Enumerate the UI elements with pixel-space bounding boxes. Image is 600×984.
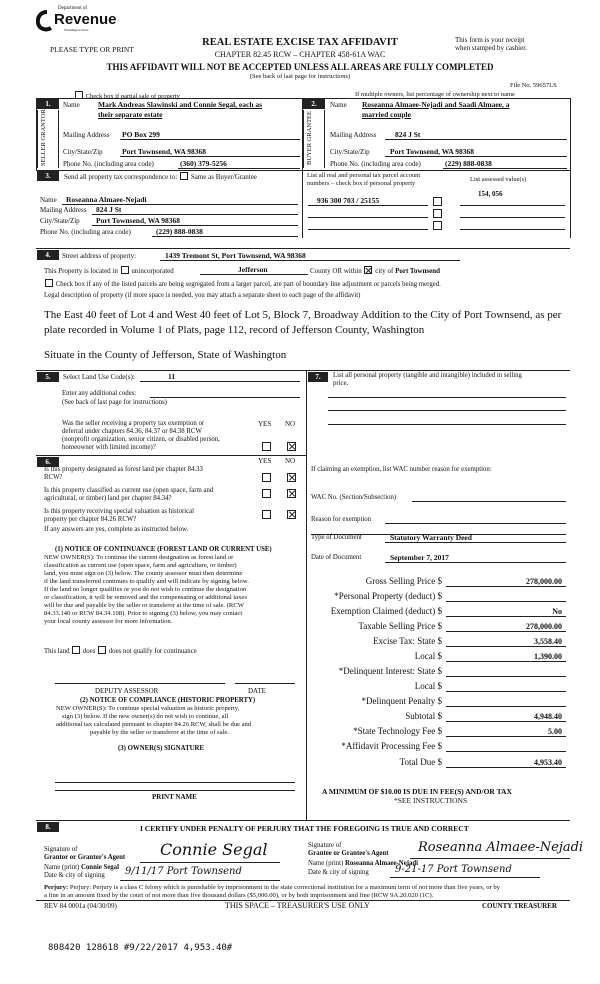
exemption-q-3: (nonprofit organization, senior citizen, or disabled person, xyxy=(62,436,220,443)
grantee-date-city: 9-21-17 Port Townsend xyxy=(395,864,512,875)
segregated-row xyxy=(44,279,441,288)
land-does-label: does xyxy=(82,648,96,655)
multiple-owners-note: If multiple owners, list percentage of ownership next to name xyxy=(355,91,515,98)
buyer-name-label: Name xyxy=(330,101,347,109)
exemption-q-2: deferral under chapters 84.36, 84.37 or 84.38 RCW xyxy=(62,428,202,435)
section-2-number: 2. xyxy=(303,99,325,109)
legal-desc-line-2: plate recorded in Volume 1 of Plats, page 112, record of Jefferson County, Washington xyxy=(44,324,425,336)
deputy-assessor-label: DEPUTY ASSESSOR xyxy=(95,687,159,695)
section-3-number: 3. xyxy=(37,171,59,181)
buyer-grantee-label: BUYER GRANTEE xyxy=(306,111,313,165)
corr-city: Port Townsend, WA 98368 xyxy=(96,216,181,225)
exemption-yes-checkbox[interactable] xyxy=(262,442,271,451)
land-use-label: Select Land Use Code(s): xyxy=(63,373,135,381)
assessed-value-1: 154, 056 xyxy=(478,190,503,198)
located-in-label: This Property is located in xyxy=(44,267,118,275)
street-label: Street address of property: xyxy=(62,252,137,260)
please-type-note: PLEASE TYPE OR PRINT xyxy=(50,45,134,54)
minimum-fee-note: A MINIMUM OF $10.00 IS DUE IN FEE(S) AND/OR TAX xyxy=(322,787,512,796)
historic-q-2: property per chapter 84.26 RCW? xyxy=(44,516,137,523)
perjury-text-1: Perjury: Perjury is a class C felony which is punishable by imprisonment in the state correctional institution for a maximum term of not more than five years, or by xyxy=(69,884,500,891)
sec5-no-header: NO xyxy=(285,420,296,428)
notice-1-title: (1) NOTICE OF CONTINUANCE (FOREST LAND OR CURRENT USE) xyxy=(55,546,272,553)
calc-value: 1,390.00 xyxy=(534,652,562,661)
section-7-number: 7. xyxy=(308,372,328,382)
revenue-logo xyxy=(36,6,117,34)
correspondence-row xyxy=(64,172,257,181)
see-instructions-note: *SEE INSTRUCTIONS xyxy=(394,796,468,805)
form-subtitle: CHAPTER 82.45 RCW – CHAPTER 458-61A WAC xyxy=(214,50,386,59)
seller-name-label: Name xyxy=(63,101,80,109)
sec5-yes-header: YES xyxy=(258,420,272,428)
unincorporated-checkbox[interactable] xyxy=(121,266,129,274)
corr-address-label: Mailing Address xyxy=(40,206,87,214)
county-treasurer-label: COUNTY TREASURER xyxy=(482,902,557,910)
forest-no-checkbox[interactable] xyxy=(287,473,296,482)
city-of-label: city of xyxy=(375,267,394,275)
calc-label: *Affidavit Processing Fee $ xyxy=(341,741,442,751)
print-name-label: PRINT NAME xyxy=(152,793,197,801)
parcel-label-2: numbers – check box if personal property xyxy=(307,180,416,187)
this-land-label: This land xyxy=(44,648,70,655)
historic-no-checkbox[interactable] xyxy=(287,510,296,519)
grantor-date-city: 9/11/17 Port Townsend xyxy=(125,866,242,877)
county-or-label: County OR within xyxy=(310,267,362,275)
buyer-phone: (229) 888-0838 xyxy=(445,159,492,168)
grantor-print-name: Connie Segal xyxy=(81,864,119,871)
calc-underline xyxy=(446,616,566,617)
grantor-name-label xyxy=(44,864,119,871)
notice-2-line-2: sign (3) below. If the new owner(s) do not wish to continue, all xyxy=(62,713,229,720)
grantor-name-print-label: Name (print) xyxy=(44,864,80,871)
assessed-value-label: List assessed value(s) xyxy=(470,176,527,183)
calc-label: Total Due $ xyxy=(399,757,442,767)
calc-underline xyxy=(446,736,566,737)
buyer-phone-label: Phone No. (including area code) xyxy=(330,160,421,168)
seller-phone: (360) 379-5256 xyxy=(180,159,227,168)
corr-name: Roseanna Almaee-Nejadi xyxy=(66,195,147,204)
exemption-no-checkbox[interactable] xyxy=(287,442,296,451)
calc-label: *Personal Property (deduct) $ xyxy=(334,591,442,601)
calc-value: No xyxy=(552,607,562,616)
forest-q-2: RCW? xyxy=(44,474,63,481)
calc-label: Excise Tax: State $ xyxy=(373,636,442,646)
grantee-sig-label-1: Signature of xyxy=(308,842,342,849)
seller-city: Port Townsend, WA 98368 xyxy=(122,147,207,156)
perjury-line-1: Perjury: Perjury: Perjury is a class C felony which is punishable by imprisonment in the state correctional institution for a maximum term of not more than five years, or by xyxy=(44,884,500,891)
correspondence-label: Send all property tax correspondence to: xyxy=(64,173,178,181)
street-address: 1439 Tremont St, Port Townsend, WA 98368 xyxy=(165,251,306,260)
notice-2-line-1: NEW OWNER(S): To continue special valuation as historic property, xyxy=(56,705,240,712)
treasurer-space-label: THIS SPACE – TREASURER'S USE ONLY xyxy=(225,901,370,910)
calc-label: Taxable Selling Price $ xyxy=(358,621,442,631)
section-1-number: 1. xyxy=(37,99,59,109)
owner-signature-label: (3) OWNER(S) SIGNATURE xyxy=(118,745,204,752)
doc-type-value: Statutory Warranty Deed xyxy=(390,533,472,542)
answers-note: If any answers are yes, complete as instructed below. xyxy=(44,526,189,533)
notice-2-title: (2) NOTICE OF COMPLIANCE (HISTORIC PROPERTY) xyxy=(80,697,256,704)
buyer-name: Roseanna Almaee-Nejadi and Saadi Almaee, a xyxy=(362,100,510,109)
parcel-3-personal-checkbox[interactable] xyxy=(433,221,442,230)
seller-address-label: Mailing Address xyxy=(63,131,110,139)
notice-1-line-2: classification as current use (open space, farm and agriculture, or timber) xyxy=(44,562,237,569)
seller-phone-label: Phone No. (including area code) xyxy=(63,160,154,168)
doc-date-value: September 7, 2017 xyxy=(390,553,449,562)
grantor-signature: Connie Segal xyxy=(160,840,268,859)
sec6-no-header: NO xyxy=(285,457,296,465)
current-use-q-2: agricultural, or timber) land per chapter 84.34? xyxy=(44,495,172,502)
logo-sub-text: Washington State xyxy=(64,28,89,32)
warning-text: THIS AFFIDAVIT WILL NOT BE ACCEPTED UNLESS ALL AREAS ARE FULLY COMPLETED xyxy=(106,62,494,72)
notice-1-line-4: if the land transferred continues to qualify and will indicate by signing below. xyxy=(44,578,249,585)
buyer-address-label: Mailing Address xyxy=(330,131,377,139)
additional-codes-note: (See back of last page for instructions) xyxy=(62,399,167,406)
logo-word: Revenue xyxy=(54,11,117,28)
forest-q-1: Is this property designated as forest land per chapter 84.33 xyxy=(44,466,203,473)
calc-label: *Delinquent Penalty $ xyxy=(361,696,442,706)
buyer-city: Port Townsend, WA 98368 xyxy=(390,147,475,156)
certify-statement: I CERTIFY UNDER PENALTY OF PERJURY THAT THE FOREGOING IS TRUE AND CORRECT xyxy=(140,824,469,833)
buyer-name-cont: married couple xyxy=(362,110,411,119)
notice-1-line-1: NEW OWNER(S): To continue the current designation as forest land or xyxy=(44,554,234,561)
corr-address: 824 J St xyxy=(96,205,122,214)
section-8-number: 8. xyxy=(37,822,59,832)
form-number: REV 84 0001a (04/30/09) xyxy=(44,902,117,910)
grantee-print-name: Roseanna Almaee-Nejadi xyxy=(345,860,419,867)
parcel-1-personal-checkbox[interactable] xyxy=(433,197,442,206)
calc-label: Local $ xyxy=(414,681,442,691)
land-does-checkbox[interactable] xyxy=(72,646,80,654)
land-use-code: 11 xyxy=(168,372,176,381)
calc-underline xyxy=(446,691,566,692)
wac-no-label: WAC No. (Section/Subsection) xyxy=(311,494,397,501)
doc-type-label: Type of Document xyxy=(311,534,362,541)
seller-address: PO Box 299 xyxy=(122,130,160,139)
land-does-not-label: does not qualify for continuance xyxy=(108,648,197,655)
exemption-q-4: homeowner with limited income)? xyxy=(62,444,156,451)
calc-underline xyxy=(446,646,566,647)
buyer-address: 824 J St xyxy=(395,130,421,139)
within-city-row xyxy=(310,266,440,275)
within-city-checkbox[interactable] xyxy=(364,266,372,274)
located-in-row xyxy=(44,266,174,275)
city-name: Port Townsend xyxy=(395,267,440,275)
calc-value: 4,948.40 xyxy=(534,712,562,721)
seller-name-cont: their separate estate xyxy=(98,110,163,119)
unincorporated-label: unincorporated xyxy=(131,267,174,275)
file-number: File No. 59657LS xyxy=(510,82,557,89)
parcel-label-1: List all real and personal tax parcel account xyxy=(307,172,421,179)
exemption-wac-label: If claiming an exemption, list WAC number reason for exemption: xyxy=(311,466,492,473)
qualify-row xyxy=(44,646,197,655)
current-use-q-1: Is this property classified as current use (open space, farm and xyxy=(44,487,214,494)
grantee-date-label: Date & city of signing xyxy=(308,869,369,876)
exemption-q-1: Was the seller receiving a property tax exemption or xyxy=(62,420,205,427)
calc-underline xyxy=(446,661,566,662)
historic-q-1: Is this property receiving special valuation as historical xyxy=(44,508,195,515)
calc-underline xyxy=(446,706,566,707)
calc-label: Local $ xyxy=(414,651,442,661)
grantee-name-print-label: Name (print) xyxy=(308,860,344,867)
legal-desc-line-3: Situate in the County of Jefferson, State of Washington xyxy=(44,349,287,361)
notice-1-line-3: land, you must sign on (3) below. The county assessor must then determine xyxy=(44,570,243,577)
corr-phone-label: Phone No. (including area code) xyxy=(40,228,131,236)
calc-label: Subtotal $ xyxy=(405,711,442,721)
grantee-signature: Roseanna Almaee-Nejadi xyxy=(418,840,584,855)
parcel-number-1: 936 300 703 / 25155 xyxy=(317,196,380,205)
partial-sale-label: Check box if partial sale of property xyxy=(85,93,180,100)
calc-underline xyxy=(446,631,566,632)
calc-underline xyxy=(446,586,566,587)
personal-property-label-1: List all personal property (tangible and intangible) included in selling xyxy=(333,372,522,379)
calc-underline xyxy=(446,767,566,768)
notice-1-line-9: your local county assessor for more information. xyxy=(44,618,173,625)
calc-underline xyxy=(446,601,566,602)
calc-label: *State Technology Fee $ xyxy=(353,726,442,736)
calc-underline xyxy=(446,676,566,677)
reason-exemption-label: Reason for exemption xyxy=(311,516,372,523)
current-use-yes-checkbox[interactable] xyxy=(262,489,271,498)
buyer-city-label: City/State/Zip xyxy=(330,148,370,156)
calc-underline xyxy=(446,721,566,722)
section-4-number: 4. xyxy=(37,250,59,260)
additional-codes-label: Enter any additional codes: xyxy=(62,390,137,397)
grantee-agent-label: Grantee or Grantee's Agent xyxy=(308,850,389,857)
seller-city-label: City/State/Zip xyxy=(63,148,103,156)
legal-desc-label: Legal description of property (if more space is needed, you may attach a separate sheet to each page of the affidavit) xyxy=(44,292,361,299)
notice-2-line-3: additional tax calculated pursuant to chapter 84.26 RCW, shall be due and xyxy=(56,721,252,728)
same-as-buyer-checkbox[interactable] xyxy=(180,172,188,180)
section-6-number: 6. xyxy=(37,457,59,467)
land-does-not-checkbox[interactable] xyxy=(98,646,106,654)
same-as-buyer-label: Same as Buyer/Grantee xyxy=(190,173,257,181)
legal-desc-line-1: The East 40 feet of Lot 4 and West 40 feet of Lot 5, Block 7, Broadway Addition to the City of Port Townsend, as per xyxy=(44,309,562,321)
sec6-yes-header: YES xyxy=(258,457,272,465)
seller-name: Mark Andreas Slawinski and Connie Segal, each as xyxy=(98,100,263,109)
notice-1-line-7: will be due and payable by the seller or transferor at the time of sale. (RCW xyxy=(44,602,244,609)
calc-value: 278,000.00 xyxy=(526,577,562,586)
segregated-label: Check box if any of the listed parcels are being segregated from a larger parcel, are part of boundary line adjustment or parcels being merged. xyxy=(55,281,441,288)
instructions-note: (See back of last page for instructions) xyxy=(249,73,351,80)
historic-yes-checkbox[interactable] xyxy=(262,510,271,519)
personal-property-label-2: price. xyxy=(333,380,349,387)
notice-1-line-8: 84.33.140 or RCW 84.34.108). Prior to signing (3) below, you may contact xyxy=(44,610,243,617)
logo-top-text: Department of xyxy=(58,6,88,11)
calc-value: 4,953.40 xyxy=(534,758,562,767)
section-5-number: 5. xyxy=(37,372,59,382)
segregated-checkbox[interactable] xyxy=(45,279,53,287)
perjury-line-2: a fine in an amount fixed by the court of not more than five thousand dollars ($5,000.00), or by both imprisonment and fine (RCW 9A.20.020 (1C). xyxy=(44,892,434,899)
cashier-stamp: 808420 128618 #9/22/2017 4,953.40# xyxy=(48,943,233,953)
calc-label: *Delinquent Interest: State $ xyxy=(338,666,442,676)
county-name: Jefferson xyxy=(238,265,268,274)
doc-date-label: Date of Document xyxy=(311,554,362,561)
notice-1-line-5: If the land no longer qualifies or you do not wish to continue the designation xyxy=(44,586,247,593)
forest-yes-checkbox[interactable] xyxy=(262,473,271,482)
parcel-2-personal-checkbox[interactable] xyxy=(433,209,442,218)
form-title: REAL ESTATE EXCISE TAX AFFIDAVIT xyxy=(202,37,398,48)
calc-underline xyxy=(446,751,566,752)
notice-1-line-6: or classification, it will be removed and the compensating or additional taxes xyxy=(44,594,247,601)
notice-2-line-4: payable by the seller or transferor at the time of sale. xyxy=(90,729,229,736)
calc-value: 278,000.00 xyxy=(526,622,562,631)
receipt-note-1: This form is your receipt xyxy=(455,36,525,44)
calc-label: Gross Selling Price $ xyxy=(365,576,442,586)
grantor-date-label: Date & city of signing xyxy=(44,872,105,879)
corr-name-label: Name xyxy=(40,196,57,204)
calc-value: 5.00 xyxy=(548,727,562,736)
receipt-note-2: when stamped by cashier. xyxy=(455,44,527,52)
calc-label: Exemption Claimed (deduct) $ xyxy=(330,606,442,616)
current-use-no-checkbox[interactable] xyxy=(287,489,296,498)
corr-phone: (229) 888-0838 xyxy=(156,227,203,236)
assessor-date-label: DATE xyxy=(248,687,266,695)
seller-grantor-label: SELLER GRANTOR xyxy=(40,109,47,166)
corr-city-label: City/State/Zip xyxy=(40,217,80,225)
calc-value: 3,558.40 xyxy=(534,637,562,646)
grantor-agent-label: Grantor or Grantor's Agent xyxy=(44,854,126,861)
grantor-sig-label-1: Signature of xyxy=(44,846,78,853)
